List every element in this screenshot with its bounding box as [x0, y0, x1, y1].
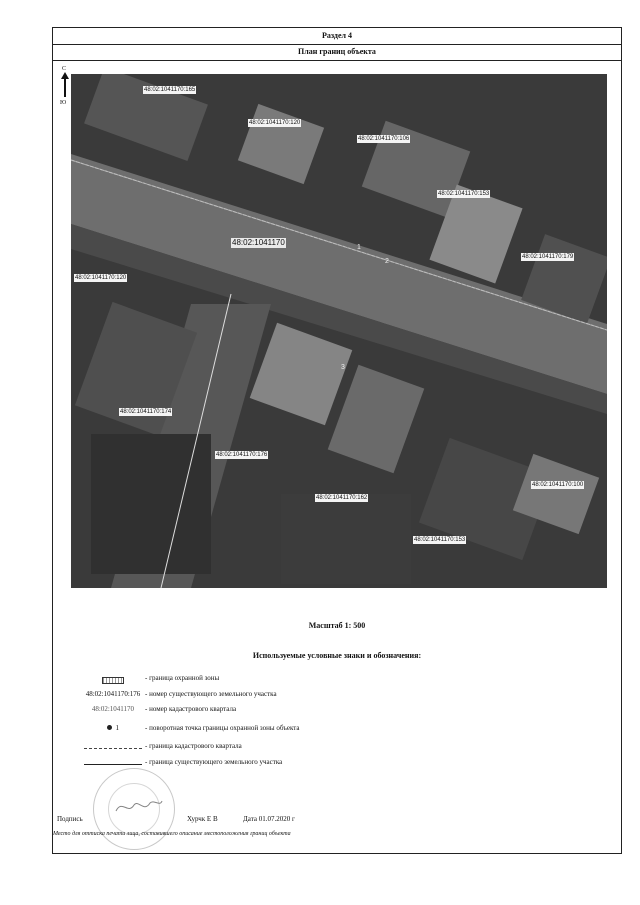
- stamp-seal-icon: [93, 768, 175, 850]
- legend-text: - граница охранной зоны: [145, 674, 220, 682]
- legend-text: - поворотная точка границы охранной зоны объекта: [145, 724, 300, 732]
- map-scale: Масштаб 1: 500: [308, 621, 366, 630]
- turn-point: 2: [385, 258, 389, 265]
- legend-item: [53, 724, 623, 738]
- legend-text: - граница существующего земельного участка: [145, 758, 283, 766]
- compass-north: С: [62, 66, 67, 72]
- legend-item: [53, 674, 623, 688]
- signature-scribble-icon: [114, 797, 164, 817]
- legend-symbol-text: 1: [115, 724, 119, 732]
- legend-text: - номер кадастрового квартала: [145, 705, 237, 713]
- legend-item: [53, 690, 623, 704]
- legend-symbol-text: 48:02:1041170:176: [85, 690, 141, 698]
- parcel-label: 48:02:1041170:120: [75, 275, 127, 281]
- parcel-label: 48:02:1041170:120: [249, 120, 301, 126]
- turn-point: 1: [357, 244, 361, 251]
- parcel-label: 48:02:1041170:106: [358, 136, 410, 142]
- signer-name: Хурчк Е В: [187, 815, 218, 823]
- parcel-label: 48:02:1041170:162: [316, 495, 368, 501]
- document-frame: [52, 27, 622, 854]
- compass-south: Ю: [60, 100, 67, 106]
- parcel-label: 48:02:1041170:176: [216, 452, 268, 458]
- turn-point: 3: [341, 364, 345, 371]
- satellite-map: [71, 74, 607, 588]
- arrow-shaft: [64, 75, 66, 97]
- legend-title: Используемые условные знаки и обозначения:: [252, 651, 422, 660]
- legend-symbol-text: 48:02:1041170: [91, 705, 135, 713]
- turn-point-dot-icon: [107, 725, 112, 730]
- parcel-label: 48:02:1041170:165: [144, 87, 196, 93]
- solid-line-icon: [84, 764, 142, 765]
- map-imagery: [71, 74, 607, 588]
- dashed-line-icon: [84, 748, 142, 749]
- legend-text: - номер существующего земельного участка: [145, 690, 277, 698]
- parcel-label: 48:02:1041170:153: [414, 537, 466, 543]
- signature-label: Подпись: [57, 815, 83, 823]
- zone-border-icon: [102, 677, 124, 684]
- legend-item: [53, 705, 623, 719]
- signature-date: Дата 01.07.2020 г: [243, 815, 295, 823]
- legend-item: [53, 742, 623, 756]
- stamp-footnote: Место для оттиска печати лица, составившего описание местоположения границ объекта: [53, 831, 291, 837]
- plan-subtitle: План границ объекта: [53, 44, 621, 61]
- parcel-label: 48:02:1041170:153: [438, 191, 490, 197]
- parcel-label: 48:02:1041170:179: [522, 254, 574, 260]
- parcel-label: 48:02:1041170:100: [532, 482, 584, 488]
- section-title: Раздел 4: [53, 28, 621, 45]
- parcel-label: 48:02:1041170:174: [120, 409, 172, 415]
- quarter-label: 48:02:1041170: [232, 238, 285, 247]
- legend-text: - граница кадастрового квартала: [145, 742, 242, 750]
